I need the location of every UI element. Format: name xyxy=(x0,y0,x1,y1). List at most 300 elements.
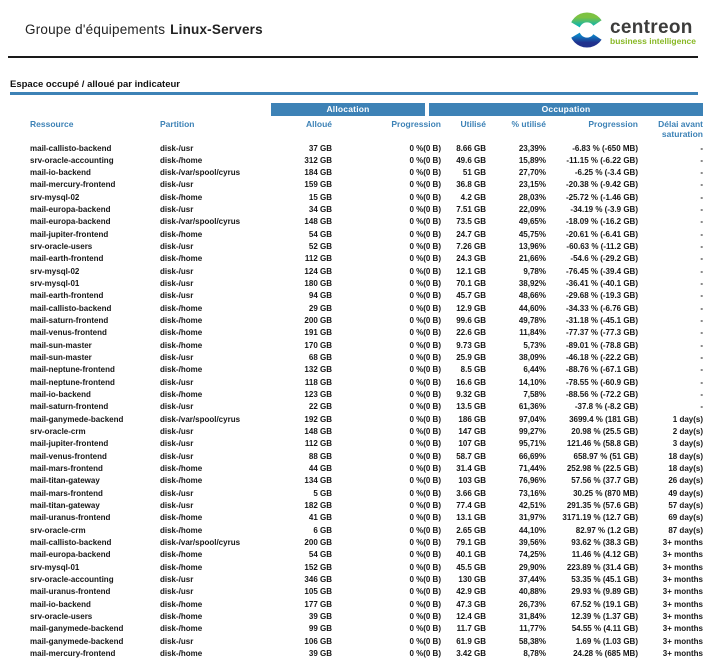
cell-saturation-delay: - xyxy=(700,180,703,190)
cell-used-percent: 71,44% xyxy=(518,464,546,474)
cell-allocation-progression: 0 %(0 B) xyxy=(409,451,441,461)
cell-used: 107 GB xyxy=(458,439,486,449)
cell-occupation-progression: 24.28 % (685 MB) xyxy=(573,648,638,658)
cell-saturation-delay: 18 day(s) xyxy=(668,464,703,474)
table-row xyxy=(10,488,703,500)
cell-allocated: 177 GB xyxy=(304,599,332,609)
cell-allocation-progression: 0 %(0 B) xyxy=(409,229,441,239)
cell-allocation-progression: 0 %(0 B) xyxy=(409,168,441,178)
cell-used-percent: 39,56% xyxy=(518,538,546,547)
cell-allocation-progression: 0 %(0 B) xyxy=(409,254,441,264)
table-row xyxy=(10,167,703,179)
cell-used-percent: 61,36% xyxy=(518,402,546,412)
cell-partition: disk-/usr xyxy=(160,587,194,597)
cell-used: 49.6 GB xyxy=(456,155,486,165)
cell-partition: disk-/usr xyxy=(160,353,194,363)
cell-allocation-progression: 0 %(0 B) xyxy=(409,242,441,252)
cell-resource: mail-sun-master xyxy=(30,353,92,363)
cell-occupation-progression: -31.18 % (-45.1 GB) xyxy=(565,316,638,326)
cell-occupation-progression: -18.09 % (-16.2 GB) xyxy=(565,217,638,227)
cell-used-percent: 97,04% xyxy=(518,414,546,424)
cell-allocated: 200 GB xyxy=(304,316,332,326)
cell-partition: disk-/usr xyxy=(160,242,194,252)
cell-resource: srv-oracle-users xyxy=(30,242,93,252)
cell-occupation-progression: -54.6 % (-29.2 GB) xyxy=(570,254,638,264)
cell-occupation-progression: -88.56 % (-72.2 GB) xyxy=(565,390,638,400)
col-header-ressource: Ressource xyxy=(30,118,74,129)
cell-allocation-progression: 0 %(0 B) xyxy=(409,143,441,153)
cell-allocation-progression: 0 %(0 B) xyxy=(409,439,441,449)
cell-allocation-progression: 0 %(0 B) xyxy=(409,636,441,646)
cell-occupation-progression: -6.25 % (-3.4 GB) xyxy=(574,168,638,178)
cell-used-percent: 73,16% xyxy=(518,488,546,498)
cell-allocated: 39 GB xyxy=(308,611,332,621)
cell-used-percent: 38,92% xyxy=(518,279,546,289)
cell-partition: disk-/usr xyxy=(160,439,194,449)
cell-resource: mail-mars-frontend xyxy=(30,464,103,474)
table-row xyxy=(10,500,703,512)
cell-used: 73.5 GB xyxy=(456,217,486,227)
cell-partition: disk-/home xyxy=(160,525,203,535)
cell-used-percent: 38,09% xyxy=(518,353,546,363)
table-row xyxy=(10,463,703,475)
cell-allocated: 94 GB xyxy=(308,291,332,301)
table-row xyxy=(10,278,703,290)
cell-resource: mail-jupiter-frontend xyxy=(30,439,109,449)
cell-resource: mail-earth-frontend xyxy=(30,254,104,264)
cell-used: 12.9 GB xyxy=(456,303,486,313)
cell-resource: srv-oracle-accounting xyxy=(30,574,114,584)
table-row xyxy=(10,574,703,586)
logo-text xyxy=(610,19,696,46)
table-row xyxy=(10,352,703,364)
cell-used-percent: 28,03% xyxy=(518,192,546,202)
cell-occupation-progression: -6.83 % (-650 MB) xyxy=(572,143,638,153)
cell-used-percent: 22,09% xyxy=(518,205,546,215)
group-header-allocation: Allocation xyxy=(271,103,425,116)
cell-resource: mail-mercury-frontend xyxy=(30,180,116,190)
centreon-logo-icon xyxy=(569,12,605,53)
cell-resource: mail-venus-frontend xyxy=(30,328,107,338)
cell-allocation-progression: 0 %(0 B) xyxy=(409,648,441,658)
cell-allocated: 112 GB xyxy=(304,439,332,449)
cell-partition: disk-/usr xyxy=(160,427,194,437)
cell-allocated: 68 GB xyxy=(308,353,332,363)
table-row xyxy=(10,562,703,574)
cell-used: 4.2 GB xyxy=(460,192,486,202)
cell-used-percent: 14,10% xyxy=(518,377,546,387)
cell-saturation-delay: 3+ months xyxy=(662,636,703,646)
col-header-progression-allocation: Progression xyxy=(391,118,441,129)
cell-resource: mail-callisto-backend xyxy=(30,538,112,547)
cell-saturation-delay: - xyxy=(700,266,703,276)
cell-used: 51 GB xyxy=(462,168,486,178)
cell-partition: disk-/home xyxy=(160,513,203,523)
cell-used-percent: 29,90% xyxy=(518,562,546,572)
cell-allocation-progression: 0 %(0 B) xyxy=(409,340,441,350)
cell-partition: disk-/usr xyxy=(160,143,194,153)
header-divider xyxy=(8,56,698,58)
cell-partition: disk-/home xyxy=(160,390,203,400)
cell-allocation-progression: 0 %(0 B) xyxy=(409,180,441,190)
cell-resource: mail-titan-gateway xyxy=(30,476,100,486)
table-row xyxy=(10,512,703,524)
cell-used: 45.5 GB xyxy=(456,562,486,572)
cell-allocated: 54 GB xyxy=(308,550,332,560)
cell-used-percent: 7,58% xyxy=(523,390,546,400)
cell-resource: mail-io-backend xyxy=(30,168,91,178)
cell-allocated: 22 GB xyxy=(308,402,332,412)
cell-saturation-delay: - xyxy=(700,242,703,252)
cell-partition: disk-/usr xyxy=(160,451,194,461)
table-row xyxy=(10,599,703,611)
cell-used-percent: 45,75% xyxy=(518,229,546,239)
cell-allocation-progression: 0 %(0 B) xyxy=(409,390,441,400)
cell-used: 36.8 GB xyxy=(456,180,486,190)
cell-resource: srv-mysql-01 xyxy=(30,279,80,289)
cell-used-percent: 13,96% xyxy=(518,242,546,252)
cell-allocation-progression: 0 %(0 B) xyxy=(409,192,441,202)
cell-occupation-progression: -36.41 % (-40.1 GB) xyxy=(565,279,638,289)
cell-partition: disk-/home xyxy=(160,611,203,621)
cell-saturation-delay: - xyxy=(700,291,703,301)
page-title xyxy=(25,12,263,37)
cell-allocated: 182 GB xyxy=(304,501,332,511)
cell-used: 7.51 GB xyxy=(456,205,486,215)
cell-used: 79.1 GB xyxy=(456,538,486,547)
table-row xyxy=(10,303,703,315)
cell-occupation-progression: 93.62 % (38.3 GB) xyxy=(571,538,638,547)
table-row xyxy=(10,364,703,376)
cell-allocation-progression: 0 %(0 B) xyxy=(409,365,441,375)
cell-saturation-delay: 69 day(s) xyxy=(668,513,703,523)
cell-used: 47.3 GB xyxy=(456,599,486,609)
cell-saturation-delay: - xyxy=(700,143,703,153)
cell-allocation-progression: 0 %(0 B) xyxy=(409,538,441,547)
cell-allocated: 118 GB xyxy=(304,377,332,387)
cell-allocation-progression: 0 %(0 B) xyxy=(409,587,441,597)
cell-partition: disk-/home xyxy=(160,316,203,326)
cell-used-percent: 48,66% xyxy=(518,291,546,301)
cell-used-percent: 6,44% xyxy=(523,365,546,375)
cell-allocation-progression: 0 %(0 B) xyxy=(409,328,441,338)
section-title: Espace occupé / alloué par indicateur xyxy=(10,79,181,90)
cell-allocation-progression: 0 %(0 B) xyxy=(409,155,441,165)
cell-used: 99.6 GB xyxy=(456,316,486,326)
cell-resource: mail-venus-frontend xyxy=(30,451,107,461)
cell-allocated: 200 GB xyxy=(304,538,332,547)
cell-allocated: 170 GB xyxy=(304,340,332,350)
cell-used-percent: 99,27% xyxy=(518,427,546,437)
cell-occupation-progression: -37.8 % (-8.2 GB) xyxy=(574,402,638,412)
cell-used: 3.66 GB xyxy=(456,488,486,498)
cell-used: 70.1 GB xyxy=(456,279,486,289)
table-row xyxy=(10,438,703,450)
cell-occupation-progression: -29.68 % (-19.3 GB) xyxy=(565,291,638,301)
cell-occupation-progression: 658.97 % (51 GB) xyxy=(573,451,638,461)
cell-used-percent: 9,78% xyxy=(523,266,546,276)
col-header-delai-saturation: Délai avant saturation xyxy=(658,118,703,139)
cell-allocated: 184 GB xyxy=(304,168,332,178)
cell-resource: mail-sun-master xyxy=(30,340,92,350)
cell-saturation-delay: - xyxy=(700,377,703,387)
cell-allocation-progression: 0 %(0 B) xyxy=(409,353,441,363)
cell-partition: disk-/usr xyxy=(160,279,194,289)
cell-saturation-delay: - xyxy=(700,205,703,215)
cell-used-percent: 74,25% xyxy=(518,550,546,560)
cell-resource: mail-europa-backend xyxy=(30,205,111,215)
cell-allocation-progression: 0 %(0 B) xyxy=(409,291,441,301)
col-header-pct-utilise: % utilisé xyxy=(511,118,546,129)
cell-allocated: 99 GB xyxy=(308,624,332,634)
cell-resource: mail-mercury-frontend xyxy=(30,648,116,658)
table-row xyxy=(10,266,703,278)
table-row xyxy=(10,623,703,635)
cell-saturation-delay: 87 day(s) xyxy=(668,525,703,535)
cell-allocated: 191 GB xyxy=(304,328,332,338)
cell-resource: srv-mysql-02 xyxy=(30,266,80,276)
cell-occupation-progression: -11.15 % (-6.22 GB) xyxy=(566,155,638,165)
cell-partition: disk-/usr xyxy=(160,636,194,646)
cell-used-percent: 49,65% xyxy=(518,217,546,227)
table-row xyxy=(10,179,703,191)
cell-used-percent: 23,39% xyxy=(518,143,546,153)
cell-saturation-delay: - xyxy=(700,192,703,202)
cell-saturation-delay: 3+ months xyxy=(662,587,703,597)
cell-resource: srv-mysql-02 xyxy=(30,192,80,202)
table-row xyxy=(10,389,703,401)
cell-used: 45.7 GB xyxy=(456,291,486,301)
cell-allocated: 106 GB xyxy=(304,636,332,646)
cell-occupation-progression: -34.33 % (-6.76 GB) xyxy=(565,303,638,313)
cell-used: 25.9 GB xyxy=(456,353,486,363)
cell-saturation-delay: - xyxy=(700,303,703,313)
table-row xyxy=(10,340,703,352)
cell-saturation-delay: - xyxy=(700,316,703,326)
cell-allocated: 29 GB xyxy=(308,303,332,313)
cell-saturation-delay: 3+ months xyxy=(662,574,703,584)
cell-used-percent: 44,10% xyxy=(518,525,546,535)
cell-allocated: 6 GB xyxy=(313,525,332,535)
centreon-logo xyxy=(569,12,698,53)
cell-saturation-delay: 3+ months xyxy=(662,648,703,658)
cell-used: 11.7 GB xyxy=(456,624,486,634)
table-row xyxy=(10,192,703,204)
cell-partition: disk-/home xyxy=(160,365,203,375)
cell-allocation-progression: 0 %(0 B) xyxy=(409,611,441,621)
table-row xyxy=(10,241,703,253)
cell-allocated: 54 GB xyxy=(308,229,332,239)
cell-partition: disk-/var/spool/cyrus xyxy=(160,538,241,547)
cell-resource: srv-oracle-users xyxy=(30,611,93,621)
cell-allocation-progression: 0 %(0 B) xyxy=(409,574,441,584)
cell-resource: mail-europa-backend xyxy=(30,217,111,227)
cell-saturation-delay: 49 day(s) xyxy=(668,488,703,498)
cell-saturation-delay: - xyxy=(700,402,703,412)
cell-occupation-progression: -46.18 % (-22.2 GB) xyxy=(565,353,638,363)
cell-allocated: 346 GB xyxy=(304,574,332,584)
cell-partition: disk-/usr xyxy=(160,574,194,584)
cell-resource: mail-io-backend xyxy=(30,390,91,400)
cell-used: 31.4 GB xyxy=(456,464,486,474)
cell-used: 9.73 GB xyxy=(456,340,486,350)
cell-allocated: 39 GB xyxy=(308,648,332,658)
cell-allocated: 41 GB xyxy=(308,513,332,523)
cell-resource: mail-mars-frontend xyxy=(30,488,103,498)
cell-allocation-progression: 0 %(0 B) xyxy=(409,513,441,523)
cell-saturation-delay: - xyxy=(700,155,703,165)
cell-used: 22.6 GB xyxy=(456,328,486,338)
cell-saturation-delay: 2 day(s) xyxy=(672,427,703,437)
cell-occupation-progression: 252.98 % (22.5 GB) xyxy=(566,464,638,474)
col-header-alloue: Alloué xyxy=(306,118,332,129)
table-row xyxy=(10,229,703,241)
cell-occupation-progression: 82.97 % (1.2 GB) xyxy=(575,525,638,535)
table-row xyxy=(10,377,703,389)
cell-used: 77.4 GB xyxy=(456,501,486,511)
cell-allocated: 44 GB xyxy=(308,464,332,474)
cell-used: 3.42 GB xyxy=(456,648,486,658)
col-header-partition: Partition xyxy=(160,118,195,129)
cell-allocation-progression: 0 %(0 B) xyxy=(409,266,441,276)
cell-partition: disk-/usr xyxy=(160,377,194,387)
cell-partition: disk-/usr xyxy=(160,501,194,511)
table-row xyxy=(10,327,703,339)
cell-occupation-progression: 11.46 % (4.12 GB) xyxy=(571,550,638,560)
cell-resource: mail-ganymede-backend xyxy=(30,414,124,424)
cell-used: 130 GB xyxy=(458,574,486,584)
indicator-table xyxy=(10,117,703,661)
cell-saturation-delay: - xyxy=(700,168,703,178)
table-row xyxy=(10,426,703,438)
title-group-name: Linux-Servers xyxy=(170,22,263,37)
cell-allocation-progression: 0 %(0 B) xyxy=(409,488,441,498)
cell-resource: mail-earth-frontend xyxy=(30,291,104,301)
cell-used-percent: 15,89% xyxy=(518,155,546,165)
cell-partition: disk-/home xyxy=(160,229,203,239)
cell-saturation-delay: 26 day(s) xyxy=(668,476,703,486)
table-row xyxy=(10,525,703,537)
cell-saturation-delay: 3+ months xyxy=(662,562,703,572)
logo-brand: centreon xyxy=(610,17,693,38)
cell-partition: disk-/home xyxy=(160,648,203,658)
cell-resource: mail-saturn-frontend xyxy=(30,402,109,412)
table-header xyxy=(10,117,703,143)
table-row xyxy=(10,401,703,413)
cell-used: 13.5 GB xyxy=(456,402,486,412)
cell-used: 13.1 GB xyxy=(456,513,486,523)
report-header xyxy=(0,0,706,54)
table-row xyxy=(10,648,703,660)
cell-used-percent: 23,15% xyxy=(518,180,546,190)
col-header-utilise: Utilisé xyxy=(460,118,486,129)
cell-occupation-progression: -88.76 % (-67.1 GB) xyxy=(565,365,638,375)
cell-partition: disk-/home xyxy=(160,254,203,264)
cell-used: 12.1 GB xyxy=(456,266,486,276)
cell-used-percent: 31,97% xyxy=(518,513,546,523)
cell-occupation-progression: 223.89 % (31.4 GB) xyxy=(566,562,638,572)
cell-allocated: 5 GB xyxy=(313,488,332,498)
cell-saturation-delay: 3+ months xyxy=(662,624,703,634)
cell-occupation-progression: 54.55 % (4.11 GB) xyxy=(571,624,638,634)
cell-allocation-progression: 0 %(0 B) xyxy=(409,525,441,535)
cell-used-percent: 49,78% xyxy=(518,316,546,326)
table-row xyxy=(10,315,703,327)
cell-partition: disk-/home xyxy=(160,599,203,609)
table-row xyxy=(10,475,703,487)
cell-used-percent: 11,84% xyxy=(519,328,546,338)
table-row xyxy=(10,586,703,598)
cell-allocated: 312 GB xyxy=(304,155,332,165)
logo-tagline: business intelligence xyxy=(610,36,696,46)
cell-allocated: 180 GB xyxy=(304,279,332,289)
cell-occupation-progression: 3699.4 % (181 GB) xyxy=(569,414,638,424)
cell-allocated: 132 GB xyxy=(304,365,332,375)
cell-saturation-delay: 3+ months xyxy=(662,599,703,609)
cell-occupation-progression: -76.45 % (-39.4 GB) xyxy=(565,266,638,276)
cell-partition: disk-/home xyxy=(160,624,203,634)
cell-saturation-delay: - xyxy=(700,328,703,338)
cell-saturation-delay: - xyxy=(700,365,703,375)
table-row xyxy=(10,204,703,216)
group-header-occupation: Occupation xyxy=(429,103,703,116)
cell-saturation-delay: - xyxy=(700,279,703,289)
cell-used: 186 GB xyxy=(458,414,486,424)
cell-resource: mail-ganymede-backend xyxy=(30,624,124,634)
cell-partition: disk-/usr xyxy=(160,180,194,190)
cell-allocation-progression: 0 %(0 B) xyxy=(409,464,441,474)
cell-saturation-delay: - xyxy=(700,340,703,350)
table-row xyxy=(10,414,703,426)
cell-partition: disk-/home xyxy=(160,303,203,313)
cell-allocated: 148 GB xyxy=(304,427,332,437)
cell-used: 12.4 GB xyxy=(456,611,486,621)
cell-partition: disk-/usr xyxy=(160,266,194,276)
cell-saturation-delay: 3+ months xyxy=(662,611,703,621)
cell-allocation-progression: 0 %(0 B) xyxy=(409,279,441,289)
table-group-header xyxy=(10,103,703,116)
cell-used: 42.9 GB xyxy=(456,587,486,597)
cell-saturation-delay: 1 day(s) xyxy=(672,414,703,424)
cell-used: 58.7 GB xyxy=(456,451,486,461)
cell-occupation-progression: 53.35 % (45.1 GB) xyxy=(571,574,638,584)
cell-saturation-delay: 18 day(s) xyxy=(668,451,703,461)
cell-allocated: 34 GB xyxy=(308,205,332,215)
cell-saturation-delay: - xyxy=(700,390,703,400)
cell-occupation-progression: 291.35 % (57.6 GB) xyxy=(566,501,638,511)
cell-used: 24.3 GB xyxy=(456,254,486,264)
table-row xyxy=(10,451,703,463)
cell-partition: disk-/home xyxy=(160,192,203,202)
cell-used: 9.32 GB xyxy=(456,390,486,400)
cell-allocation-progression: 0 %(0 B) xyxy=(409,550,441,560)
cell-saturation-delay: 57 day(s) xyxy=(668,501,703,511)
cell-resource: mail-callisto-backend xyxy=(30,143,112,153)
cell-allocation-progression: 0 %(0 B) xyxy=(409,414,441,424)
cell-partition: disk-/home xyxy=(160,562,203,572)
table-row xyxy=(10,143,703,155)
cell-used: 16.6 GB xyxy=(456,377,486,387)
cell-used-percent: 8,78% xyxy=(523,648,546,658)
cell-allocated: 37 GB xyxy=(308,143,332,153)
cell-resource: mail-uranus-frontend xyxy=(30,513,111,523)
cell-partition: disk-/home xyxy=(160,155,203,165)
group-header-spacer xyxy=(10,103,271,116)
cell-saturation-delay: - xyxy=(700,254,703,264)
table-row xyxy=(10,611,703,623)
cell-saturation-delay: 3 day(s) xyxy=(672,439,703,449)
cell-used: 7.26 GB xyxy=(456,242,486,252)
